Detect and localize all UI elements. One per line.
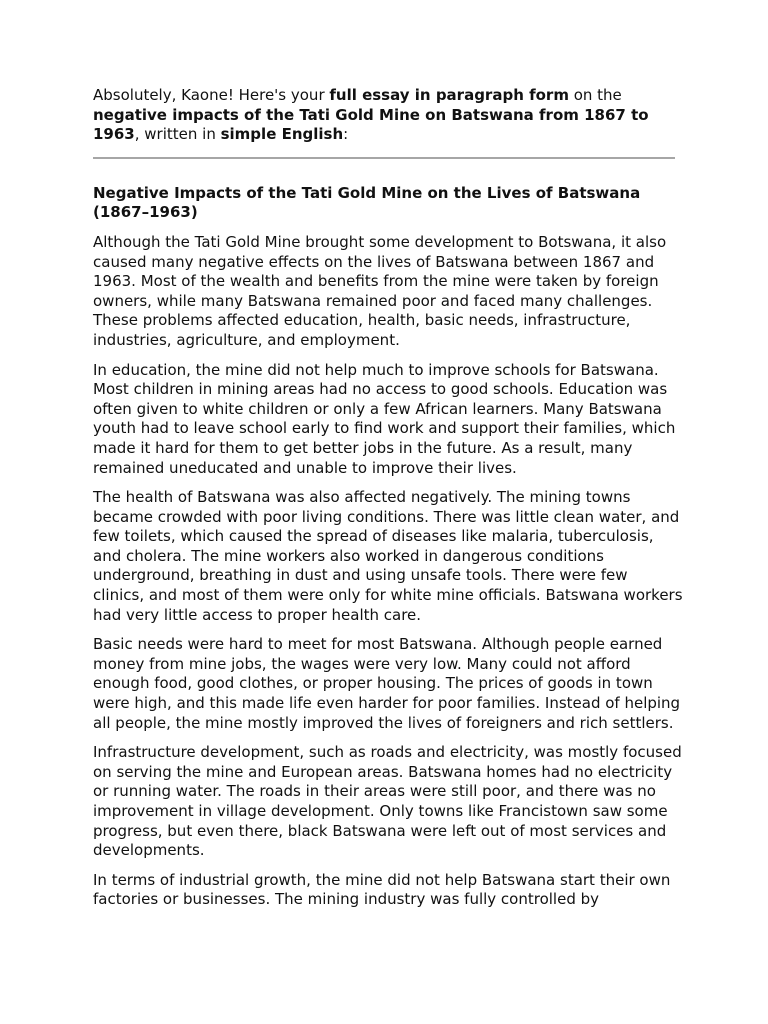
intro-bold-3: simple English	[220, 125, 344, 144]
paragraph-education: In education, the mine did not help much to improve schools for Batswana. Most children in mining areas had no access to good schools. Education was often given to white children or only a few African learners. Many Batswana youth had to leave school early to find work and support their families, which made it hard for them to get better jobs in the future. As a result, many remained uneducated and unable to improve their lives.	[93, 360, 676, 477]
paragraph-health: The health of Batswana was also affected negatively. The mining towns became crowded with poor living conditions. There was little clean water, and few toilets, which caused the spread of diseases like malaria, tuberculosis, and cholera. The mine workers also worked in dangerous conditions underground, breathing in dust and using unsafe tools. There were few clinics, and most of them were only for white mine officials. Batswana workers had very little access to proper health care.	[93, 488, 683, 624]
intro-text-4: :	[343, 125, 349, 144]
intro-bold-2: negative impacts of the Tati Gold Mine on Batswana from 1867 to 1963	[93, 105, 649, 144]
paragraph-intro: Although the Tati Gold Mine brought some development to Botswana, it also caused many negative effects on the lives of Batswana between 1867 and 1963. Most of the wealth and benefits from the mine were taken by foreign owners, while many Batswana remained poor and faced many challenges. These problems affected education, health, basic needs, infrastructure, industries, agriculture, and employment.	[93, 232, 667, 349]
intro-text-1: Absolutely, Kaone! Here's your	[93, 86, 330, 104]
paragraph-industry: In terms of industrial growth, the mine did not help Batswana start their own factories or businesses. The mining industry was fully controlled by	[93, 870, 671, 909]
paragraph-basic-needs: Basic needs were hard to meet for most Batswana. Although people earned money from mine jobs, the wages were very low. Many could not afford enough food, good clothes, or proper housing. The prices of goods in town were high, and this made life even harder for poor families. Instead of helping all people, the mine mostly improved the lives of foreigners and rich settlers.	[93, 635, 681, 732]
intro-bold-1: full essay in paragraph form	[329, 86, 569, 104]
essay-title: Negative Impacts of the Tati Gold Mine on the Lives of Batswana (1867–1963)	[93, 183, 641, 222]
intro-text-2: on the	[568, 86, 622, 104]
intro-text-3: , written in	[134, 125, 221, 144]
intro-message	[93, 86, 683, 145]
horizontal-divider	[93, 157, 675, 159]
document-page	[93, 86, 683, 910]
paragraph-infrastructure: Infrastructure development, such as roads and electricity, was mostly focused on serving the mine and European areas. Batswana homes had no electricity or running water. The roads in their areas were still poor, and there was no improvement in village development. Only towns like Francistown saw some progress, but even there, black Batswana were left out of most services and developments.	[93, 743, 682, 860]
